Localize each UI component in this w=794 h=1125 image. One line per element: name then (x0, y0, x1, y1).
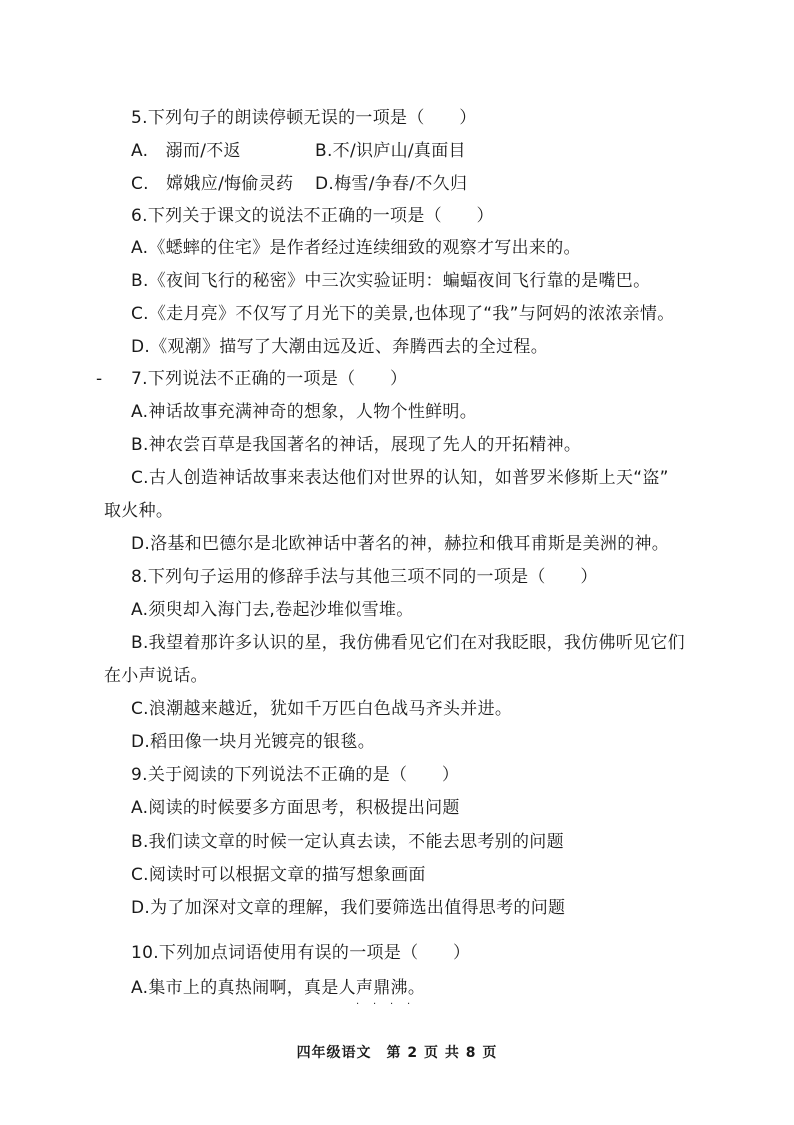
q5-stem: 5.下列句子的朗读停顿无误的一项是（ ） (131, 108, 477, 128)
q8-option-a: A.须臾却入海门去,卷起沙堆似雪堆。 (131, 600, 414, 620)
q5-option-d: D.梅雪/争春/不久归 (315, 174, 468, 194)
emphasis-dot: · (373, 999, 377, 1010)
q9-option-c: C.阅读时可以根据文章的描写想象画面 (131, 865, 426, 885)
q9-option-b: B.我们读文章的时候一定认真去读，不能去思考别的问题 (131, 832, 564, 852)
q7-option-c-line2: 取火种。 (104, 501, 174, 521)
q10-stem: 10.下列加点词语使用有误的一项是（ ） (131, 943, 471, 963)
q8-option-b-line1: B.我望着那许多认识的星，我仿佛看见它们在对我眨眼，我仿佛听见它们 (131, 633, 685, 653)
q8-option-c: C.浪潮越来越近，犹如千万匹白色战马齐头并进。 (131, 699, 513, 719)
emphasis-dot: · (407, 999, 411, 1010)
q9-option-a: A.阅读的时候要多方面思考，积极提出问题 (131, 798, 460, 818)
q8-option-b-line2: 在小声说话。 (104, 666, 208, 686)
q9-stem: 9.关于阅读的下列说法不正确的是（ ） (131, 765, 460, 785)
emphasis-dot: · (390, 999, 394, 1010)
q7-option-b: B.神农尝百草是我国著名的神话，展现了先人的开拓精神。 (131, 435, 582, 455)
q10-option-a: A.集市上的真热闹啊，真是人声鼎沸。 (131, 978, 426, 998)
q7-option-c-line1: C.古人创造神话故事来表达他们对世界的认知，如普罗米修斯上天“盗” (131, 468, 669, 488)
q6-option-a: A.《蟋蟀的住宅》是作者经过连续细致的观察才写出来的。 (131, 238, 581, 258)
margin-mark: - (96, 369, 103, 389)
q8-option-d: D.稻田像一块月光镀亮的银毯。 (131, 732, 375, 752)
q7-option-a: A.神话故事充满神奇的想象，人物个性鲜明。 (131, 402, 478, 422)
q6-stem: 6.下列关于课文的说法不正确的一项是（ ） (131, 206, 494, 226)
q5-option-a: A. 溺而/不返 (131, 141, 241, 161)
page-footer: 四年级语文 第 2 页 共 8 页 (296, 1045, 498, 1061)
q7-option-d: D.洛基和巴德尔是北欧神话中著名的神，赫拉和俄耳甫斯是美洲的神。 (131, 534, 670, 554)
emphasis-dot: · (356, 999, 360, 1010)
q8-stem: 8.下列句子运用的修辞手法与其他三项不同的一项是（ ） (131, 567, 598, 587)
q5-option-b: B.不/识庐山/真面目 (315, 141, 466, 161)
q7-stem: 7.下列说法不正确的一项是（ ） (131, 369, 408, 389)
q6-option-c: C.《走月亮》不仅写了月光下的美景,也体现了“我”与阿妈的浓浓亲情。 (131, 304, 675, 324)
q5-option-c: C. 嫦娥应/悔偷灵药 (131, 174, 294, 194)
q6-option-b: B.《夜间飞行的秘密》中三次实验证明：蝙蝠夜间飞行靠的是嘴巴。 (131, 271, 651, 291)
q9-option-d: D.为了加深对文章的理解，我们要筛选出值得思考的问题 (131, 898, 566, 918)
q6-option-d: D.《观潮》描写了大潮由远及近、奔腾西去的全过程。 (131, 337, 548, 357)
